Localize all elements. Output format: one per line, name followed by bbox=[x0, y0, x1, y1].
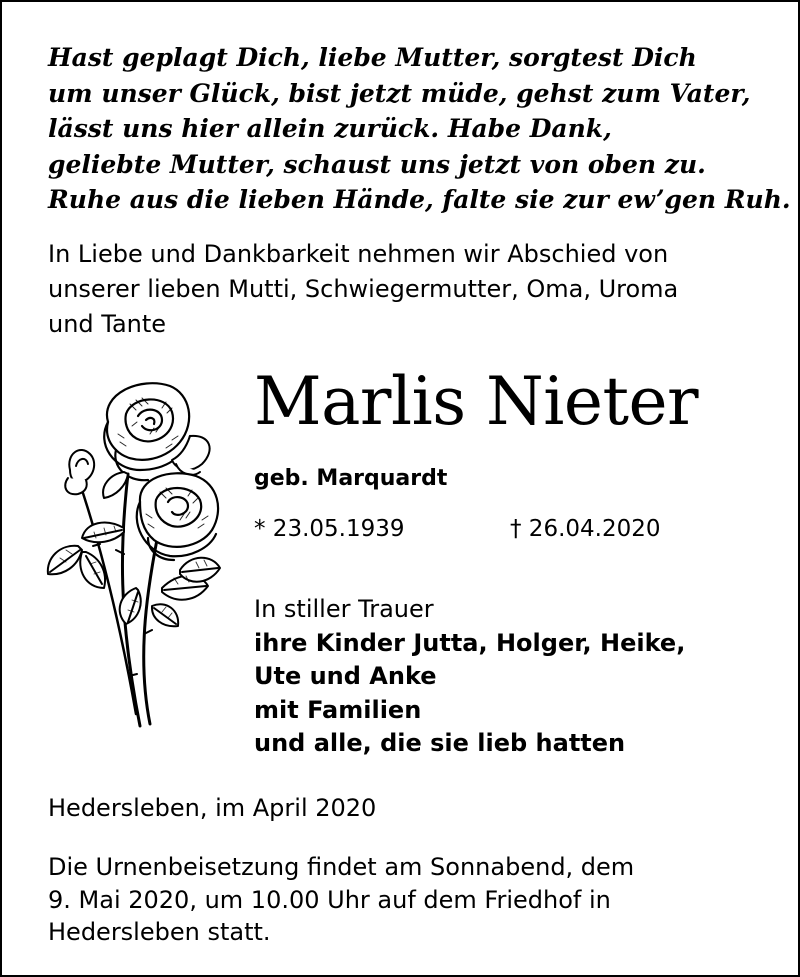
birth-date: * 23.05.1939 bbox=[254, 516, 405, 542]
intro-line: In Liebe und Dankbarkeit nehmen wir Abschied von bbox=[48, 240, 669, 268]
mourners-line: ihre Kinder Jutta, Holger, Heike, bbox=[254, 628, 686, 657]
death-date: † 26.04.2020 bbox=[510, 516, 661, 542]
place-and-date: Hedersleben, im April 2020 bbox=[48, 794, 377, 822]
deceased-name: Marlis Nieter bbox=[254, 363, 699, 440]
farewell-intro bbox=[48, 237, 763, 342]
intro-line: unserer lieben Mutti, Schwiegermutter, Oma, Uroma bbox=[48, 275, 679, 303]
mourners-line: und alle, die sie lieb hatten bbox=[254, 729, 626, 757]
rose-illustration-icon bbox=[40, 374, 230, 734]
mourners-line: Ute und Anke bbox=[254, 662, 437, 690]
poem-line: lässt uns hier allein zurück. Habe Dank, bbox=[48, 114, 612, 143]
burial-line: Hedersleben statt. bbox=[48, 918, 271, 946]
burial-line: Die Urnenbeisetzung findet am Sonnabend, dem bbox=[48, 853, 635, 881]
intro-line: und Tante bbox=[48, 310, 167, 338]
mourners-block bbox=[254, 593, 774, 761]
burial-notice bbox=[48, 851, 763, 949]
mourners-intro: In stiller Trauer bbox=[254, 595, 434, 623]
memorial-poem bbox=[48, 40, 791, 218]
mourners-line: mit Familien bbox=[254, 695, 422, 724]
poem-line: geliebte Mutter, schaust uns jetzt von oben zu. bbox=[48, 149, 706, 179]
poem-line: Ruhe aus die lieben Hände, falte sie zur ew’gen Ruh. bbox=[48, 185, 791, 214]
poem-line: um unser Glück, bist jetzt müde, gehst zum Vater, bbox=[48, 78, 751, 108]
poem-line: Hast geplagt Dich, liebe Mutter, sorgtest Dich bbox=[48, 43, 697, 72]
maiden-name: geb. Marquardt bbox=[254, 466, 448, 491]
burial-line: 9. Mai 2020, um 10.00 Uhr auf dem Friedhof in bbox=[48, 885, 611, 914]
